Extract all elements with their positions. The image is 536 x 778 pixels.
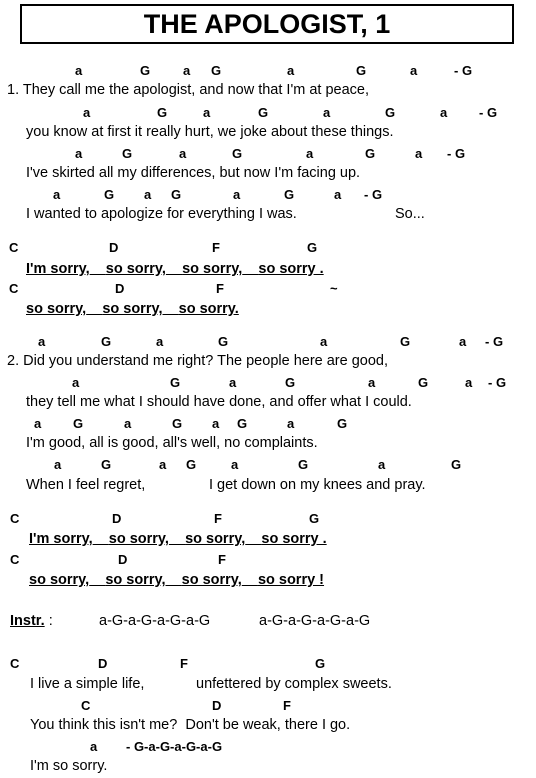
chord: D [115, 281, 125, 296]
chord: a [465, 375, 473, 390]
chord: a [159, 457, 167, 472]
chord: G [237, 416, 248, 431]
chord: a [323, 105, 331, 120]
chord: a [229, 375, 237, 390]
chord: C [10, 656, 20, 671]
chord: - G-a-G-a-G-a-G [126, 739, 223, 754]
instr-sequence: a-G-a-G-a-G-a-G [99, 613, 211, 629]
instr-colon: : [48, 613, 53, 629]
chorus-phrase: so sorry, [29, 572, 90, 588]
chord: a [320, 334, 328, 349]
chord: F [216, 281, 224, 296]
chord: a [38, 334, 46, 349]
chorus-phrase: so sorry, [102, 301, 163, 317]
chord: G [315, 656, 326, 671]
chorus-phrase: I'm sorry, [26, 261, 90, 277]
chord: a [440, 105, 448, 120]
chord: G [451, 457, 462, 472]
chord: C [10, 511, 20, 526]
lyric-line: 1. They call me the apologist, and now that I'm at peace, [7, 82, 369, 98]
chord: G [385, 105, 396, 120]
chord: a [183, 63, 191, 78]
chord: D [98, 656, 108, 671]
chord: G [365, 146, 376, 161]
chorus-phrase: so sorry, [182, 261, 243, 277]
chord: a [287, 63, 295, 78]
chord: a [75, 146, 83, 161]
chord: - G [485, 334, 504, 349]
chord: F [180, 656, 188, 671]
chorus-phrase: I'm sorry, [29, 531, 93, 547]
instrumental-row [10, 612, 53, 630]
chord: G [400, 334, 411, 349]
chord: G [284, 187, 295, 202]
chord: a [203, 105, 211, 120]
chord: G [101, 457, 112, 472]
chord: G [285, 375, 296, 390]
chord: a [83, 105, 91, 120]
chord: C [9, 281, 19, 296]
chord: F [214, 511, 222, 526]
chord: a [459, 334, 467, 349]
chorus-phrase: so sorry, [185, 531, 246, 547]
chord: a [90, 739, 98, 754]
chorus-phrase: so sorry, [105, 572, 166, 588]
chord: G [232, 146, 243, 161]
chord: C [10, 552, 20, 567]
chord: a [212, 416, 220, 431]
chorus-phrase: so sorry . [261, 531, 327, 547]
chord: G [104, 187, 115, 202]
chord: a [415, 146, 423, 161]
chord: a [53, 187, 61, 202]
chord: - G [454, 63, 473, 78]
chord: G [307, 240, 318, 255]
chord: G [171, 187, 182, 202]
chord: a [368, 375, 376, 390]
chord: G [211, 63, 222, 78]
lyric-line: You think this isn't me? Don't be weak, there I go. [30, 717, 351, 733]
chord: G [170, 375, 181, 390]
chord: F [283, 698, 291, 713]
chord: a [72, 375, 80, 390]
lyric-line: I get down on my knees and pray. [209, 477, 426, 493]
chord: G [101, 334, 112, 349]
chord: D [109, 240, 119, 255]
chord: D [212, 698, 222, 713]
lyric-line: So... [395, 206, 425, 222]
chorus-phrase: so sorry, [181, 572, 242, 588]
lyric-line: I'm so sorry. [30, 758, 108, 774]
chord: G [337, 416, 348, 431]
chorus-phrase: so sorry, [108, 531, 169, 547]
chorus-phrase: so sorry, [105, 261, 166, 277]
chord: G [356, 63, 367, 78]
chord: - G [479, 105, 498, 120]
chord: G [172, 416, 183, 431]
chorus-phrase: so sorry, [26, 301, 87, 317]
chorus-line [26, 260, 324, 278]
chord: G [186, 457, 197, 472]
chord: G [122, 146, 133, 161]
chord: a [75, 63, 83, 78]
chord: - G [364, 187, 383, 202]
chord: G [309, 511, 320, 526]
chord: - G [447, 146, 466, 161]
lyric-line: unfettered by complex sweets. [196, 676, 392, 692]
lyric-line: When I feel regret, [26, 477, 146, 493]
chord: C [81, 698, 91, 713]
lyric-line: I live a simple life, [30, 676, 145, 692]
lyric-line: I wanted to apologize for everything I was. [26, 206, 297, 222]
chord: a [179, 146, 187, 161]
chord: a [306, 146, 314, 161]
chord: D [112, 511, 122, 526]
chord: G [258, 105, 269, 120]
chord: G [418, 375, 429, 390]
lyric-line: 2. Did you understand me right? The people here are good, [7, 353, 389, 369]
chord: F [218, 552, 226, 567]
chord: a [156, 334, 164, 349]
chord: G [140, 63, 151, 78]
chorus-phrase: so sorry . [258, 261, 324, 277]
lyric-line: you know at first it really hurt, we joke about these things. [26, 124, 394, 140]
chord: C [9, 240, 19, 255]
chord: ~ [330, 281, 338, 296]
chord: G [157, 105, 168, 120]
chorus-phrase: so sorry ! [257, 572, 325, 588]
lyric-line: they tell me what I should have done, and offer what I could. [26, 394, 412, 410]
chord: a [144, 187, 152, 202]
chord: - G [488, 375, 507, 390]
chord: a [231, 457, 239, 472]
instr-sequence: a-G-a-G-a-G-a-G [259, 613, 371, 629]
chord: a [378, 457, 386, 472]
chord: G [298, 457, 309, 472]
chord: G [218, 334, 229, 349]
chord: a [124, 416, 132, 431]
chorus-phrase: so sorry. [178, 301, 239, 317]
chorus-line [29, 530, 327, 548]
instr-label: Instr. [10, 613, 45, 629]
chorus-line [26, 300, 239, 318]
chord: D [118, 552, 128, 567]
chord: G [73, 416, 84, 431]
chord: a [287, 416, 295, 431]
chord: F [212, 240, 220, 255]
lyric-line: I'm good, all is good, all's well, no complaints. [26, 435, 318, 451]
chord: a [54, 457, 62, 472]
lyric-line: I've skirted all my differences, but now I'm facing up. [26, 165, 361, 181]
chord: a [410, 63, 418, 78]
song-title: THE APOLOGIST, 1 [20, 4, 514, 44]
chorus-line [29, 571, 324, 589]
chord: a [233, 187, 241, 202]
chord: a [334, 187, 342, 202]
chord: a [34, 416, 42, 431]
